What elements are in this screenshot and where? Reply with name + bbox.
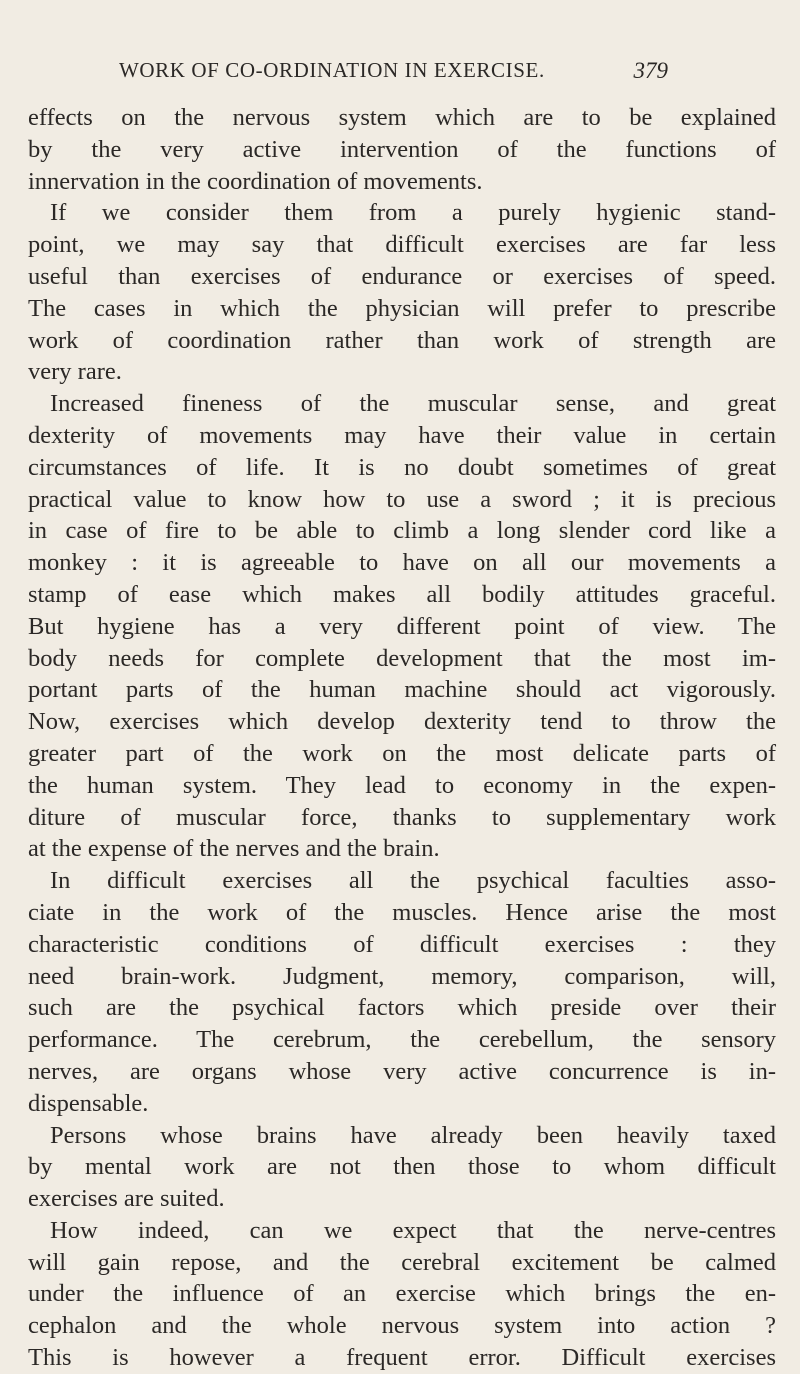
- text-line: effects on the nervous system which are to be explained: [28, 104, 776, 131]
- text-line: dexterity of movements may have their value in certain: [28, 421, 776, 449]
- text-line: exercises are suited.: [28, 1185, 225, 1213]
- text-line: If we consider them from a purely hygienic stand-: [50, 199, 776, 227]
- text-line: nerves, are organs whose very active concurrence is in-: [28, 1057, 776, 1085]
- text-line: Persons whose brains have already been heavily taxed: [50, 1121, 776, 1149]
- text-line: The cases in which the physician will prefer to prescribe: [28, 294, 776, 322]
- text-line: need brain-work. Judgment, memory, comparison, will,: [28, 962, 776, 990]
- paragraph: [28, 1120, 776, 1215]
- text-line: Increased fineness of the muscular sense, and great: [50, 390, 776, 418]
- paragraph: [28, 197, 776, 388]
- text-line: very rare.: [28, 358, 122, 386]
- text-line: diture of muscular force, thanks to supplementary work: [28, 803, 776, 831]
- text-line: the human system. They lead to economy in the expen-: [28, 771, 776, 799]
- text-line: circumstances of life. It is no doubt sometimes of great: [28, 453, 776, 481]
- text-line: In difficult exercises all the psychical faculties asso-: [50, 867, 776, 895]
- text-line: How indeed, can we expect that the nerve-centres: [50, 1216, 776, 1244]
- text-line: by the very active intervention of the functions of: [28, 135, 776, 163]
- text-line: innervation in the coordination of movements.: [28, 167, 483, 195]
- text-line: dispensable.: [28, 1089, 149, 1117]
- text-line: by mental work are not then those to whom difficult: [28, 1153, 776, 1181]
- text-line: performance. The cerebrum, the cerebellum, the sensory: [28, 1026, 776, 1054]
- text-line: at the expense of the nerves and the brain.: [28, 835, 440, 863]
- text-line: such are the psychical factors which preside over their: [28, 994, 776, 1022]
- paragraph: [28, 1215, 776, 1374]
- text-line: point, we may say that difficult exercises are far less: [28, 231, 776, 259]
- text-line: characteristic conditions of difficult exercises : they: [28, 930, 776, 958]
- running-header: [0, 58, 800, 88]
- text-line: cephalon and the whole nervous system into action ?: [28, 1312, 776, 1340]
- text-line: in case of fire to be able to climb a long slender cord like a: [28, 517, 776, 545]
- page-number: 379: [633, 58, 668, 83]
- text-line: greater part of the work on the most delicate parts of: [28, 739, 776, 767]
- text-line: ciate in the work of the muscles. Hence arise the most: [28, 898, 776, 926]
- text-line: will gain repose, and the cerebral excitement be calmed: [28, 1248, 776, 1276]
- text-line: body needs for complete development that the most im-: [28, 644, 776, 672]
- text-line: This is however a frequent error. Difficult exercises: [28, 1344, 776, 1372]
- text-line: work of coordination rather than work of strength are: [28, 326, 776, 354]
- paragraph: [28, 102, 776, 197]
- body-text: [28, 102, 776, 1374]
- text-line: under the influence of an exercise which brings the en-: [28, 1280, 776, 1308]
- text-line: portant parts of the human machine should act vigorously.: [28, 676, 776, 704]
- text-line: useful than exercises of endurance or exercises of speed.: [28, 262, 776, 290]
- running-title: WORK OF CO-ORDINATION IN EXERCISE.: [119, 58, 545, 82]
- text-line: practical value to know how to use a sword ; it is precious: [28, 485, 776, 513]
- paragraph: [28, 865, 776, 1119]
- text-line: Now, exercises which develop dexterity tend to throw the: [28, 708, 776, 736]
- text-line: monkey : it is agreeable to have on all our movements a: [28, 549, 776, 577]
- text-line: stamp of ease which makes all bodily attitudes graceful.: [28, 580, 776, 608]
- text-line: But hygiene has a very different point of view. The: [28, 612, 776, 640]
- paragraph: [28, 388, 776, 865]
